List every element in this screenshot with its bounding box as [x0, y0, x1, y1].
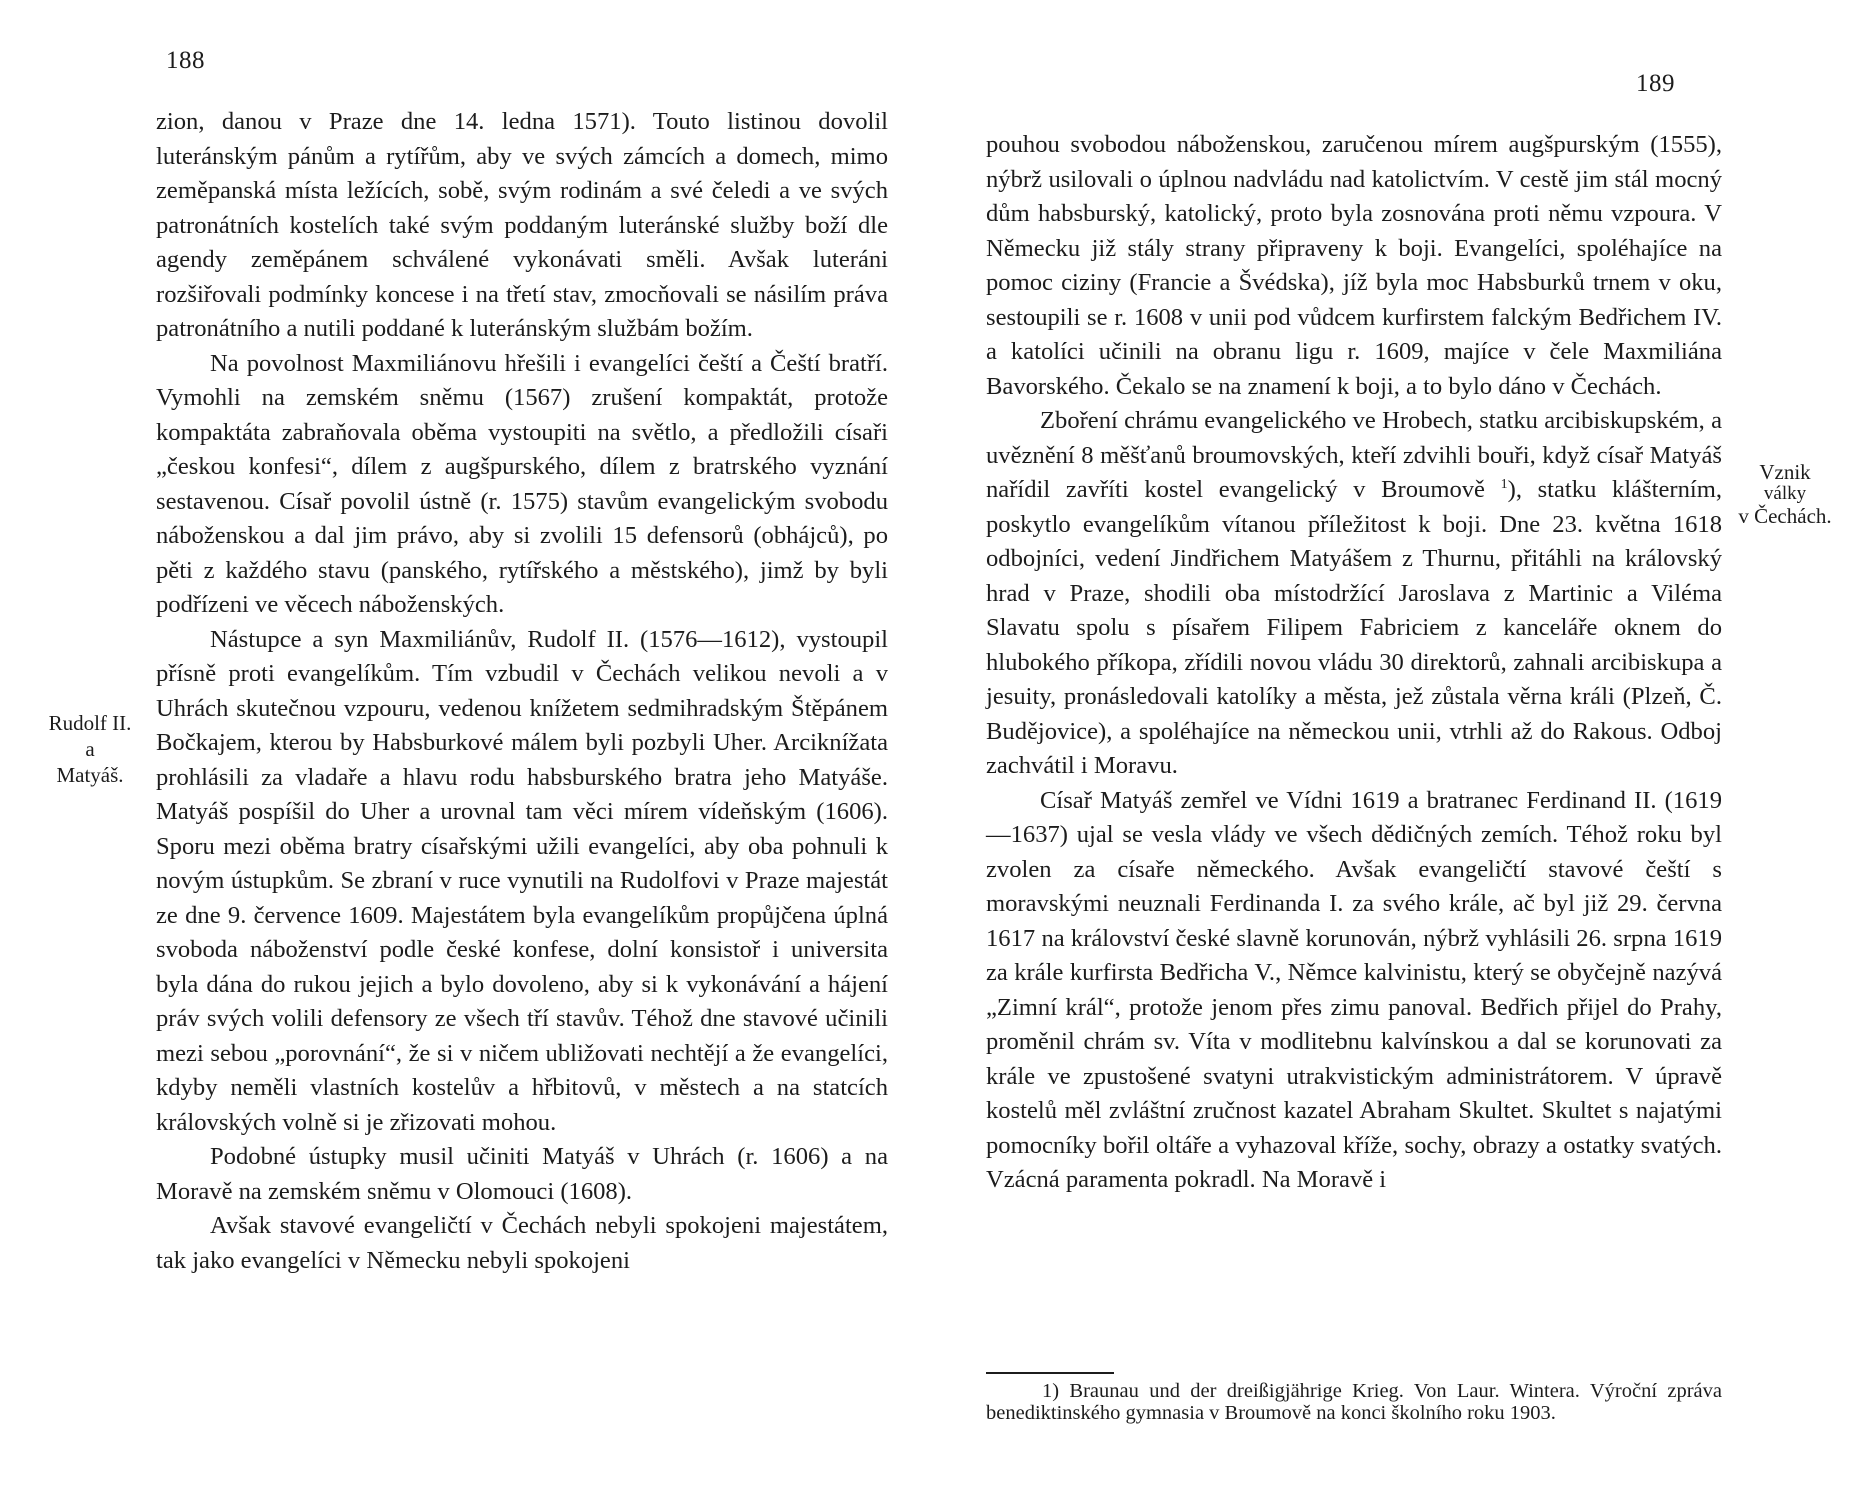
margin-note-vznik-valky	[1726, 459, 1844, 529]
right-page-text	[986, 128, 1722, 1198]
paragraph-with-footnote	[986, 404, 1722, 784]
paragraph-text: ), statku klášterním, poskytlo evangelíkům vítanou příležitost k boji. Dne 23. května 1618 odbojníci, vedení Jindřichem Matyášem z Thurnu, přitáhli na královský hrad v Praze, shodili oba místodržící Jaroslava z Martinic a Viléma Slavatu spolu s písařem Filipem Fabriciem z kanceláře oknem do hlubokého příkopa, zřídili novou vládu 30 direktorů, zahnali arcibiskupa a jesuity, pronásledovali katolíky a města, jež zůstala věrna králi (Plzeň, Č. Budějovice), a spoléhajíce na německou unii, vtrhli až do Rakous. Odboj zachvátil i Moravu.	[986, 476, 1722, 779]
left-page-text	[156, 105, 888, 1278]
margin-note-line: války	[1763, 483, 1807, 504]
paragraph-text: Zboření chrámu evangelického ve Hrobech, statku arcibiskupském, a uvěznění 8 měšťanů broumovských, kteří zdvihli bouři, když císař Matyáš nařídil zavříti kostel evangelický v Broumově	[986, 407, 1722, 503]
paragraph: Na povolnost Maxmiliánovu hřešili i evangelíci čeští a Čeští bratří. Vymohli na zemském sněmu (1567) zrušení kompaktát, protože kompaktáta zabraňovala oběma vystoupiti na světlo, a předložili císaři „českou konfesi“, dílem z augšpurského, dílem z bratrského vyznání sestavenou. Císař povolil ústně (r. 1575) stavům evangelickým svobodu náboženskou a dal jim právo, aby si zvolili 15 defensorů (obhájců), po pěti z každého stavu (panského, rytířského a městského), jimž by byli podřízeni ve věcech náboženských.	[156, 349, 888, 618]
page-number-right: 189	[1636, 70, 1675, 97]
paragraph: Podobné ústupky musil učiniti Matyáš v Uhrách (r. 1606) a na Moravě na zemském sněmu v Olomouci (1608).	[156, 1143, 888, 1205]
margin-note-line: Rudolf II.	[48, 711, 132, 735]
margin-note-rudolf	[36, 710, 144, 788]
footnote-reference[interactable]: 1	[1500, 476, 1508, 492]
paragraph: Nástupce a syn Maxmiliánův, Rudolf II. (1576—1612), vystoupil přísně proti evangelíkům. Tím vzbudil v Čechách velikou nevoli a v Uhrách skutečnou vzpouru, vedenou knížetem sedmihradským Štěpánem Bočkajem, kterou by Habsburkové málem byli pozbyli Uher. Arciknížata prohlásili za vladaře a hlavu rodu habsburského bratra jeho Matyáše. Matyáš pospíšil do Uher a urovnal tam věci mírem vídeňským (1606). Sporu mezi oběma bratry císařskými užili evangelíci, aby oba pohnuli k novým ústupkům. Se zbraní v ruce vynutili na Rudolfovi v Praze majestát ze dne 9. července 1609. Majestátem byla evangelíkům propůjčena úplná svoboda náboženství podle české konfese, dolní konsistoř i universita byla dána do rukou jejich a bylo dovoleno, aby si k vykonávání a hájení práv svých volili defensory ze všech tří stavův. Téhož dne stavové učinili mezi sebou „porovnání“, že si v ničem ubližovati nechtějí a že evangelíci, kdyby neměli vlastních kostelův a hřbitovů, v městech a na statcích královských volně si je zřizovati mohou.	[156, 625, 888, 1136]
paragraph: zion, danou v Praze dne 14. ledna 1571). Touto listinou dovolil luteránským pánům a rytířům, aby ve svých zámcích a domech, mimo zeměpanská místa ležících, sobě, svým rodinám a své čeledi a ve svých patronátních kostelích také svým poddaným luteránské služby boží dle agendy zeměpánem schválené vykonávati směli. Avšak luteráni rozšiřovali podmínky koncese i na třetí stav, zmocňovali se násilím práva patronátního a nutili poddané k luteránským službám božím.	[156, 108, 888, 342]
margin-note-line: v Čechách.	[1738, 504, 1832, 528]
paragraph: pouhou svobodou náboženskou, zaručenou mírem augšpurským (1555), nýbrž usilovali o úplnou nadvládu nad katolictvím. V cestě jim stál mocný dům habsburský, katolický, proto byla zosnována proti němu vzpoura. V Německu již stály strany připraveny k boji. Evangelíci, spoléhajíce na pomoc ciziny (Francie a Švédska), jíž byla moc Habsburků trnem v oku, sestoupili se r. 1608 v unii pod vůdcem kurfirstem falckým Bedřichem IV. a katolíci učinili na obranu ligu r. 1609, majíce v čele Maxmiliána Bavorského. Čekalo se na znamení k boji, a to bylo dáno v Čechách.	[986, 131, 1722, 400]
footnote-mark: 1)	[1042, 1380, 1060, 1402]
page-number-left: 188	[166, 47, 205, 74]
paragraph: Avšak stavové evangeličtí v Čechách nebyli spokojeni majestátem, tak jako evangelíci v Německu nebyli spokojeni	[156, 1212, 888, 1274]
paragraph: Císař Matyáš zemřel ve Vídni 1619 a bratranec Ferdinand II. (1619—1637) ujal se vesla vlády ve všech dědičných zemích. Téhož roku byl zvolen za císaře německého. Avšak evangeličtí stavové čeští s moravskými neuznali Ferdinanda I. za svého krále, ač byl již 29. června 1617 na království české slavně korunován, nýbrž vyhlásili 26. srpna 1619 za krále kurfirsta Bedřicha V., Němce kalvinistu, který se obyčejně nazývá „Zimní král“, protože jenom přes zimu panoval. Bedřich přijel do Prahy, proměnil chrám sv. Víta v modlitebnu kalvínskou a dal se korunovati za krále ve zpustošené svatyni utrakvistickým administrátorem. V úpravě kostelů měl zvláštní zručnost kazatel Abraham Skultet. Skultet s najatými pomocníky bořil oltáře a vyhazoval kříže, sochy, obrazy a ostatky svatých. Vzácná paramenta pokradl. Na Moravě i	[986, 786, 1722, 1193]
footnote-text: Braunau und der dreißigjährige Krieg. Von Laur. Wintera. Výroční zpráva benediktinského gymnasia v Broumově na konci školního roku 1903.	[986, 1380, 1722, 1424]
margin-note-line: a	[85, 737, 95, 761]
footnote	[986, 1380, 1722, 1424]
margin-note-line: Vznik	[1759, 460, 1811, 484]
margin-note-line: Matyáš.	[56, 763, 124, 787]
footnote-divider	[986, 1372, 1114, 1374]
